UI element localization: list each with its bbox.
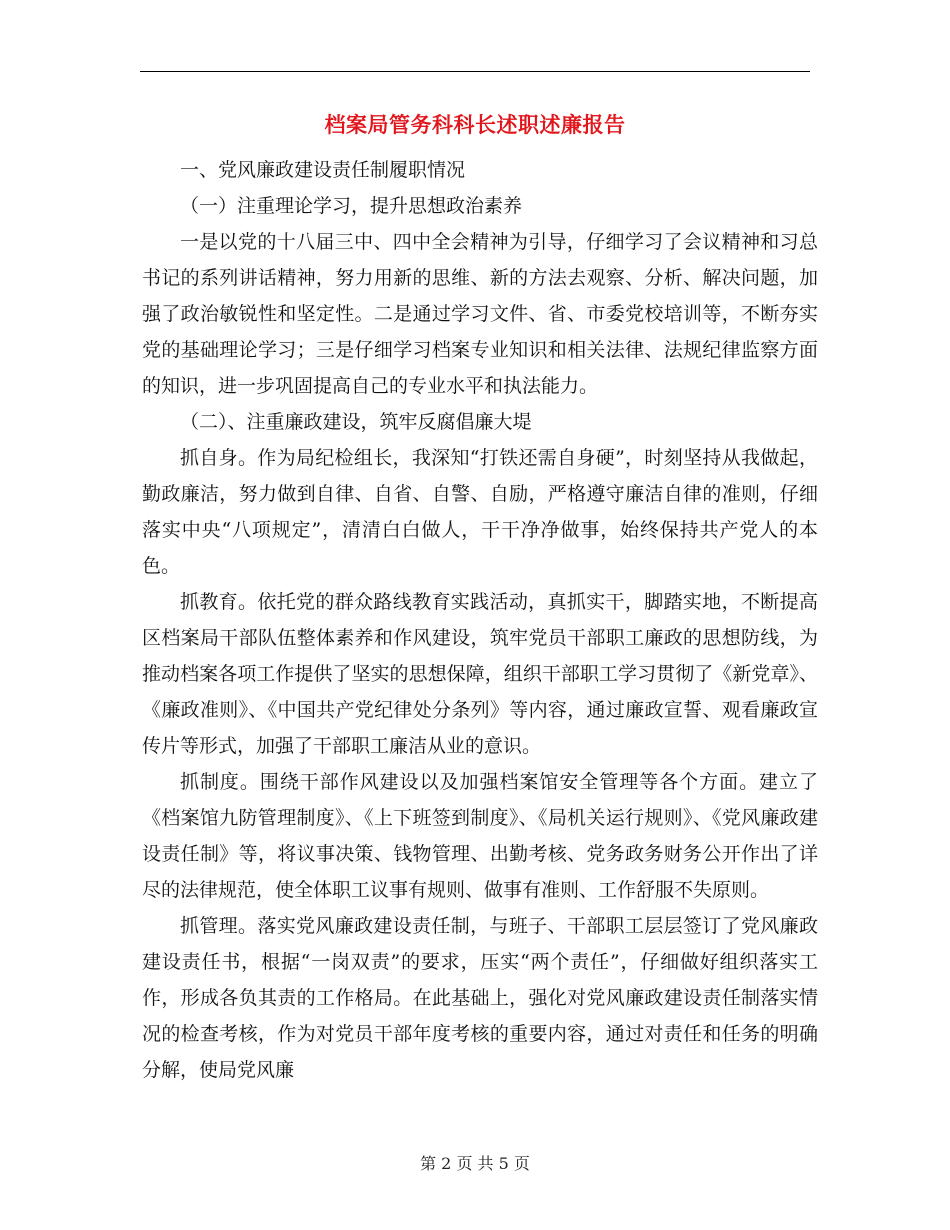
document-title: 档案局管务科科长述职述廉报告 [324,112,626,137]
paragraph: 抓制度。围绕干部作风建设以及加强档案馆安全管理等各个方面。建立了《档案馆九防管理制度》、《上下班签到制度》、《局机关运行规则》、《党风廉政建设责任制》等，将议事决策、钱物管理、出勤考核、党务政务财务公开作出了详尽的法律规范，使全体职工议事有规则、做事有准则、工作舒服不失原则。 [142,771,818,901]
subsection-heading: （一）注重理论学习，提升思想政治素养 [180,195,523,217]
paragraph: 抓自身。作为局纪检组长，我深知“打铁还需自身硬”，时刻坚持从我做起，勤政廉洁，努力做到自律、自省、自警、自励，严格遵守廉洁自律的准则，仔细落实中央“八项规定”，清清白白做人，干干净净做事，始终保持共产党人的本色。 [142,447,818,577]
page-number-footer: 第 2 页 共 5 页 [420,1154,530,1173]
subsection-heading: （二）、注重廉政建设，筑牢反腐倡廉大堤 [180,411,532,433]
section-heading: 一、党风廉政建设责任制履职情况 [180,159,466,181]
paragraph: 抓管理。落实党风廉政建设责任制，与班子、干部职工层层签订了党风廉政建设责任书，根据“一岗双责”的要求，压实“两个责任”，仔细做好组织落实工作，形成各负其责的工作格局。在此基础上，强化对党风廉政建设责任制落实情况的检查考核，作为对党员干部年度考核的重要内容，通过对责任和任务的明确分解，使局党风廉 [142,915,818,1081]
paragraph: 一是以党的十八届三中、四中全会精神为引导，仔细学习了会议精神和习总书记的系列讲话精神，努力用新的思维、新的方法去观察、分析、解决问题，加强了政治敏锐性和坚定性。二是通过学习文件、省、市委党校培训等，不断夯实党的基础理论学习；三是仔细学习档案专业知识和相关法律、法规纪律监察方面的知识，进一步巩固提高自己的专业水平和执法能力。 [142,231,818,397]
document-body [142,152,818,1088]
paragraph: 抓教育。依托党的群众路线教育实践活动，真抓实干，脚踏实地，不断提高区档案局干部队伍整体素养和作风建设，筑牢党员干部职工廉政的思想防线，为推动档案各项工作提供了坚实的思想保障，组织干部职工学习贯彻了《新党章》、《廉政准则》、《中国共产党纪律处分条列》等内容，通过廉政宣誓、观看廉政宣传片等形式，加强了干部职工廉洁从业的意识。 [142,591,818,757]
header-rule [140,71,810,72]
